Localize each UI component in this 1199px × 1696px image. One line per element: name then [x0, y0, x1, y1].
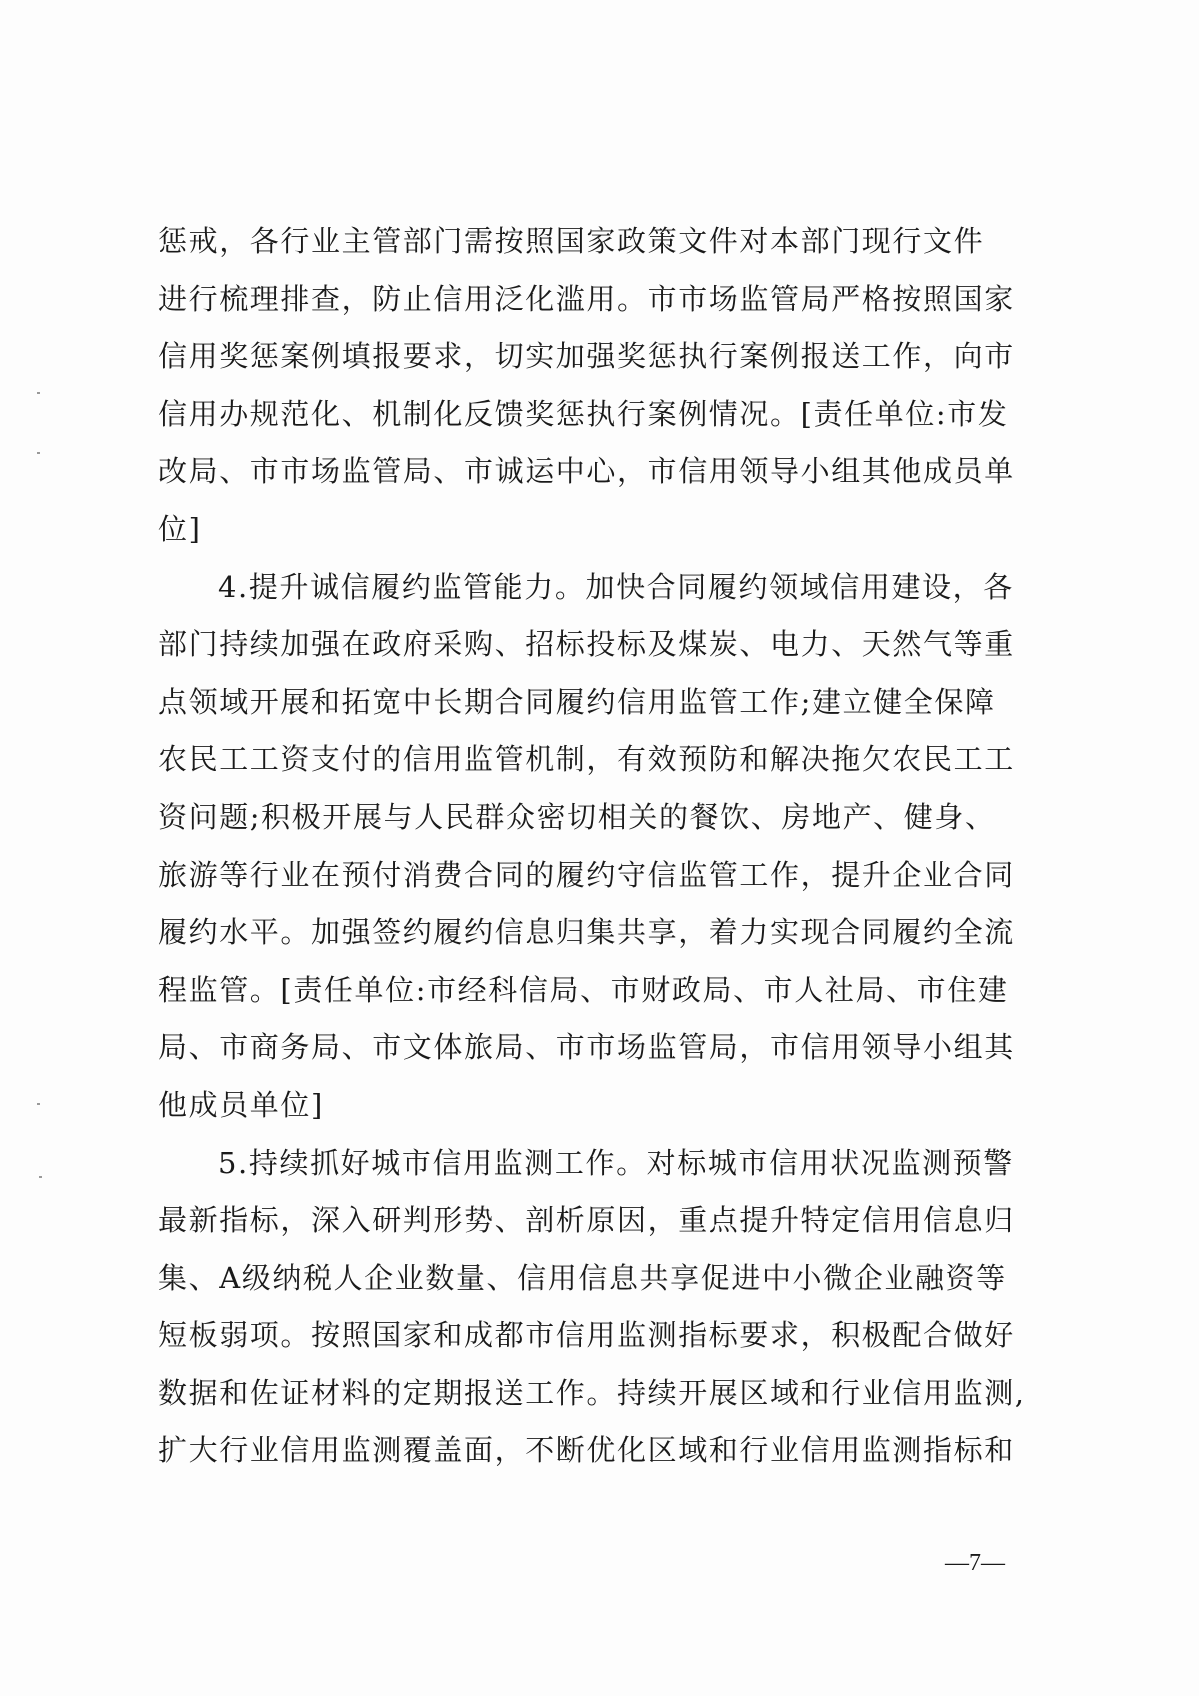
text-line: 位]	[158, 511, 202, 546]
text-line: 信用奖惩案例填报要求，切实加强奖惩执行案例报送工作，向市	[158, 339, 1015, 374]
scan-mark	[37, 1103, 40, 1105]
text-line: 最新指标，深入研判形势、剖析原因，重点提升特定信用信息归	[158, 1203, 1015, 1238]
text-line: 部门持续加强在政府采购、招标投标及煤炭、电力、天然气等重	[158, 627, 1015, 662]
scan-mark	[39, 1176, 42, 1178]
text-line: 集、A级纳税人企业数量、信用信息共享促进中小微企业融资等	[158, 1260, 1007, 1295]
page-number: —7—	[945, 1550, 1005, 1576]
text-line: 履约水平。加强签约履约信息归集共享，着力实现合同履约全流	[158, 915, 1015, 950]
body-text	[158, 213, 1038, 1480]
text-line: 他成员单位]	[158, 1087, 324, 1122]
text-line: 进行梳理排查，防止信用泛化滥用。市市场监管局严格按照国家	[158, 281, 1015, 316]
text-line: 扩大行业信用监测覆盖面，不断优化区域和行业信用监测指标和	[158, 1433, 1015, 1468]
text-line: 局、市商务局、市文体旅局、市市场监管局，市信用领导小组其	[158, 1030, 1015, 1065]
text-line: 程监管。[责任单位:市经科信局、市财政局、市人社局、市住建	[158, 972, 1009, 1007]
text-line: 短板弱项。按照国家和成都市信用监测指标要求，积极配合做好	[158, 1318, 1015, 1353]
text-line: 资问题;积极开展与人民群众密切相关的餐饮、房地产、健身、	[158, 799, 996, 834]
text-line: 惩戒，各行业主管部门需按照国家政策文件对本部门现行文件	[158, 224, 985, 258]
paragraph-heading-5: 5.持续抓好城市信用监测工作。对标城市信用状况监测预警	[218, 1145, 1014, 1180]
scan-mark	[37, 392, 40, 394]
paragraph-heading-4: 4.提升诚信履约监管能力。加快合同履约领域信用建设，各	[218, 569, 1014, 604]
scan-mark	[37, 452, 40, 454]
text-line: 农民工工资支付的信用监管机制，有效预防和解决拖欠农民工工	[158, 742, 1015, 777]
text-line: 改局、市市场监管局、市诚运中心，市信用领导小组其他成员单	[158, 454, 1015, 489]
text-line: 信用办规范化、机制化反馈奖惩执行案例情况。[责任单位:市发	[158, 396, 1009, 431]
text-line: 数据和佐证材料的定期报送工作。持续开展区域和行业信用监测,	[158, 1375, 1026, 1410]
text-line: 点领域开展和拓宽中长期合同履约信用监管工作;建立健全保障	[158, 684, 996, 719]
text-line: 旅游等行业在预付消费合同的履约守信监管工作，提升企业合同	[158, 857, 1015, 892]
